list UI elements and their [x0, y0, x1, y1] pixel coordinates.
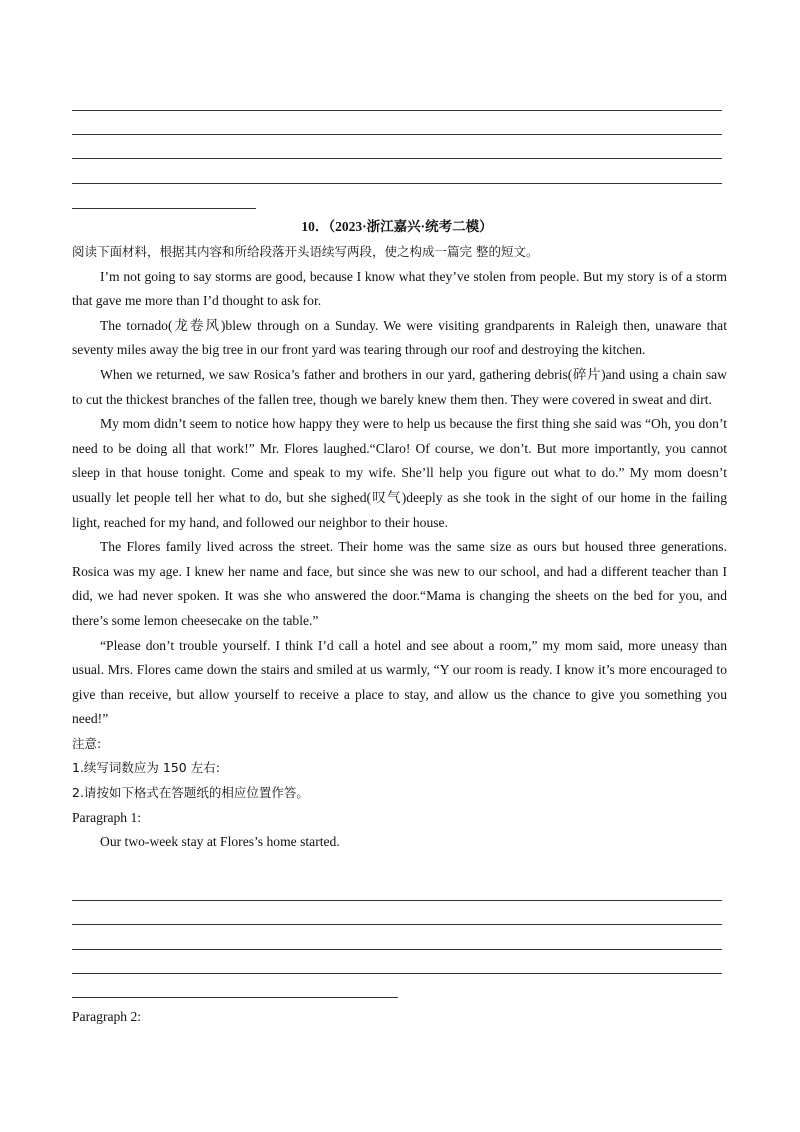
paragraph-1-label: Paragraph 1:	[72, 809, 142, 825]
answer-line	[72, 110, 722, 111]
paragraph-1-opening: Our two-week stay at Flores’s home started.	[100, 834, 340, 850]
story-paragraph: The tornado(龙卷风)blew through on a Sunday. We were visiting grandparents in Raleigh then, unaware that seventy miles away the big tree in our front yard was tearing through our roof and destroying the kitchen.	[72, 317, 727, 358]
answer-line-short	[72, 997, 398, 998]
question-title: 10．（2023·浙江嘉兴·统考二模）	[301, 219, 493, 234]
story-paragraph: The Flores family lived across the street. Their home was the same size as ours but housed three generations. Rosica was my age. I knew her name and face, but since she was new to our school, and had a different teacher than I did, we had never spoken. It was she who answered the door.“Mama is changing the sheets on the bed for you, and there’s some lemon cheesecake on the table.”	[72, 539, 727, 628]
instruction-text: 阅读下面材料，根据其内容和所给段落开头语续写两段，使之构成一篇完 整的短文。	[72, 244, 539, 259]
question-body	[72, 240, 727, 855]
story-paragraph: “Please don’t trouble yourself. I think I’d call a hotel and see about a room,” my mom said, more uneasy than usual. Mrs. Flores came down the stairs and smiled at us warmly, “Y our room is ready. I know it’s more encouraged to give than receive, but allow yourself to receive a place to stay, and allow us the chance to give you something you need!”	[72, 637, 727, 727]
story-paragraph: I’m not going to say storms are good, because I know what they’ve stolen from people. But my story is of a storm that gave me more than I’d thought to ask for.	[72, 268, 727, 309]
note-format: 2.请按如下格式在答题纸的相应位置作答。	[72, 785, 309, 801]
paragraph-2-label: Paragraph 2:	[72, 1009, 142, 1024]
answer-line	[72, 158, 722, 159]
answer-line	[72, 973, 722, 974]
answer-line	[72, 183, 722, 184]
story-paragraph: When we returned, we saw Rosica’s father and brothers in our yard, gathering debris(碎片)and using a chain saw to cut the thickest branches of the fallen tree, though we barely knew them then. They were covered in sweat and dirt.	[72, 366, 727, 407]
note-word-count: 1.续写词数应为 150 左右:	[72, 760, 220, 776]
answer-line	[72, 900, 722, 901]
answer-line	[72, 924, 722, 925]
answer-line	[72, 949, 722, 950]
answer-line	[72, 134, 722, 135]
answer-line-short	[72, 208, 256, 209]
notes-title: 注意:	[72, 735, 102, 751]
story-paragraph: My mom didn’t seem to notice how happy they were to help us because the first thing she said was “Oh, you don’t need to be doing all that work!” Mr. Flores laughed.“Claro! Of course, we don’t. But more importantly, you cannot sleep in that house tonight. Come and speak to my wife. She’ll help you figure out what to do.” My mom doesn’t usually let people tell her what to do, but she sighed(叹气)deeply as she took in the sight of our home in the failing light, reached for my hand, and followed our neighbor to their house.	[72, 416, 727, 530]
